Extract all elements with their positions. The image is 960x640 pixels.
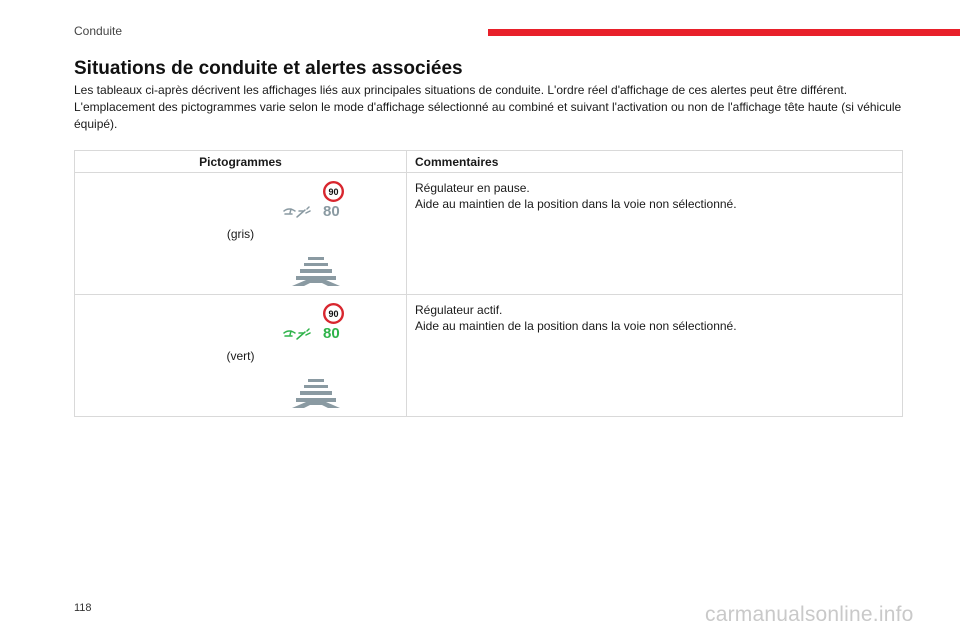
speed-limit-sign-icon — [323, 303, 344, 324]
alerts-table — [74, 150, 903, 417]
page-number: 118 — [74, 602, 92, 614]
comment-line-1: Régulateur en pause. — [415, 181, 530, 195]
intro-text — [74, 82, 904, 133]
set-speed-value: 80 — [323, 325, 340, 342]
color-label: (vert) — [226, 349, 255, 363]
header-commentaires: Commentaires — [407, 151, 903, 173]
section-accent-bar — [488, 29, 960, 36]
section-label: Conduite — [74, 24, 123, 38]
color-label: (gris) — [226, 227, 255, 241]
speed-limit-sign-icon — [323, 181, 344, 202]
speed-limit-value: 90 — [328, 309, 339, 319]
comment-line-2: Aide au maintien de la position dans la voie non sélectionné. — [415, 319, 737, 333]
pictogram-cell — [75, 295, 407, 417]
lane-keeping-icon — [290, 256, 342, 286]
comment-line-1: Régulateur actif. — [415, 303, 503, 317]
pictogram-cell — [75, 173, 407, 295]
intro-paragraph-2: L'emplacement des pictogrammes varie selon le mode d'affichage sélectionné au combiné et suivant l'activation ou non de l'affichage tête haute (si véhicule équipé). — [74, 100, 902, 131]
page-title: Situations de conduite et alertes associées — [74, 58, 463, 79]
set-speed-value: 80 — [323, 203, 340, 220]
header-pictogrammes: Pictogrammes — [75, 151, 407, 173]
intro-paragraph-1: Les tableaux ci-après décrivent les affichages liés aux principales situations de conduite. L'ordre réel d'affichage de ces alertes peut être différent. — [74, 83, 848, 97]
table-row — [75, 173, 903, 295]
comment-line-2: Aide au maintien de la position dans la voie non sélectionné. — [415, 197, 737, 211]
table-row — [75, 295, 903, 417]
lane-keeping-icon — [290, 378, 342, 408]
cruise-control-icon — [282, 328, 312, 342]
cruise-control-icon — [282, 206, 312, 220]
comment-cell — [407, 295, 903, 417]
comment-cell — [407, 173, 903, 295]
watermark: carmanualsonline.info — [705, 603, 914, 626]
speed-limit-value: 90 — [328, 187, 339, 197]
table-header-row — [75, 151, 903, 173]
